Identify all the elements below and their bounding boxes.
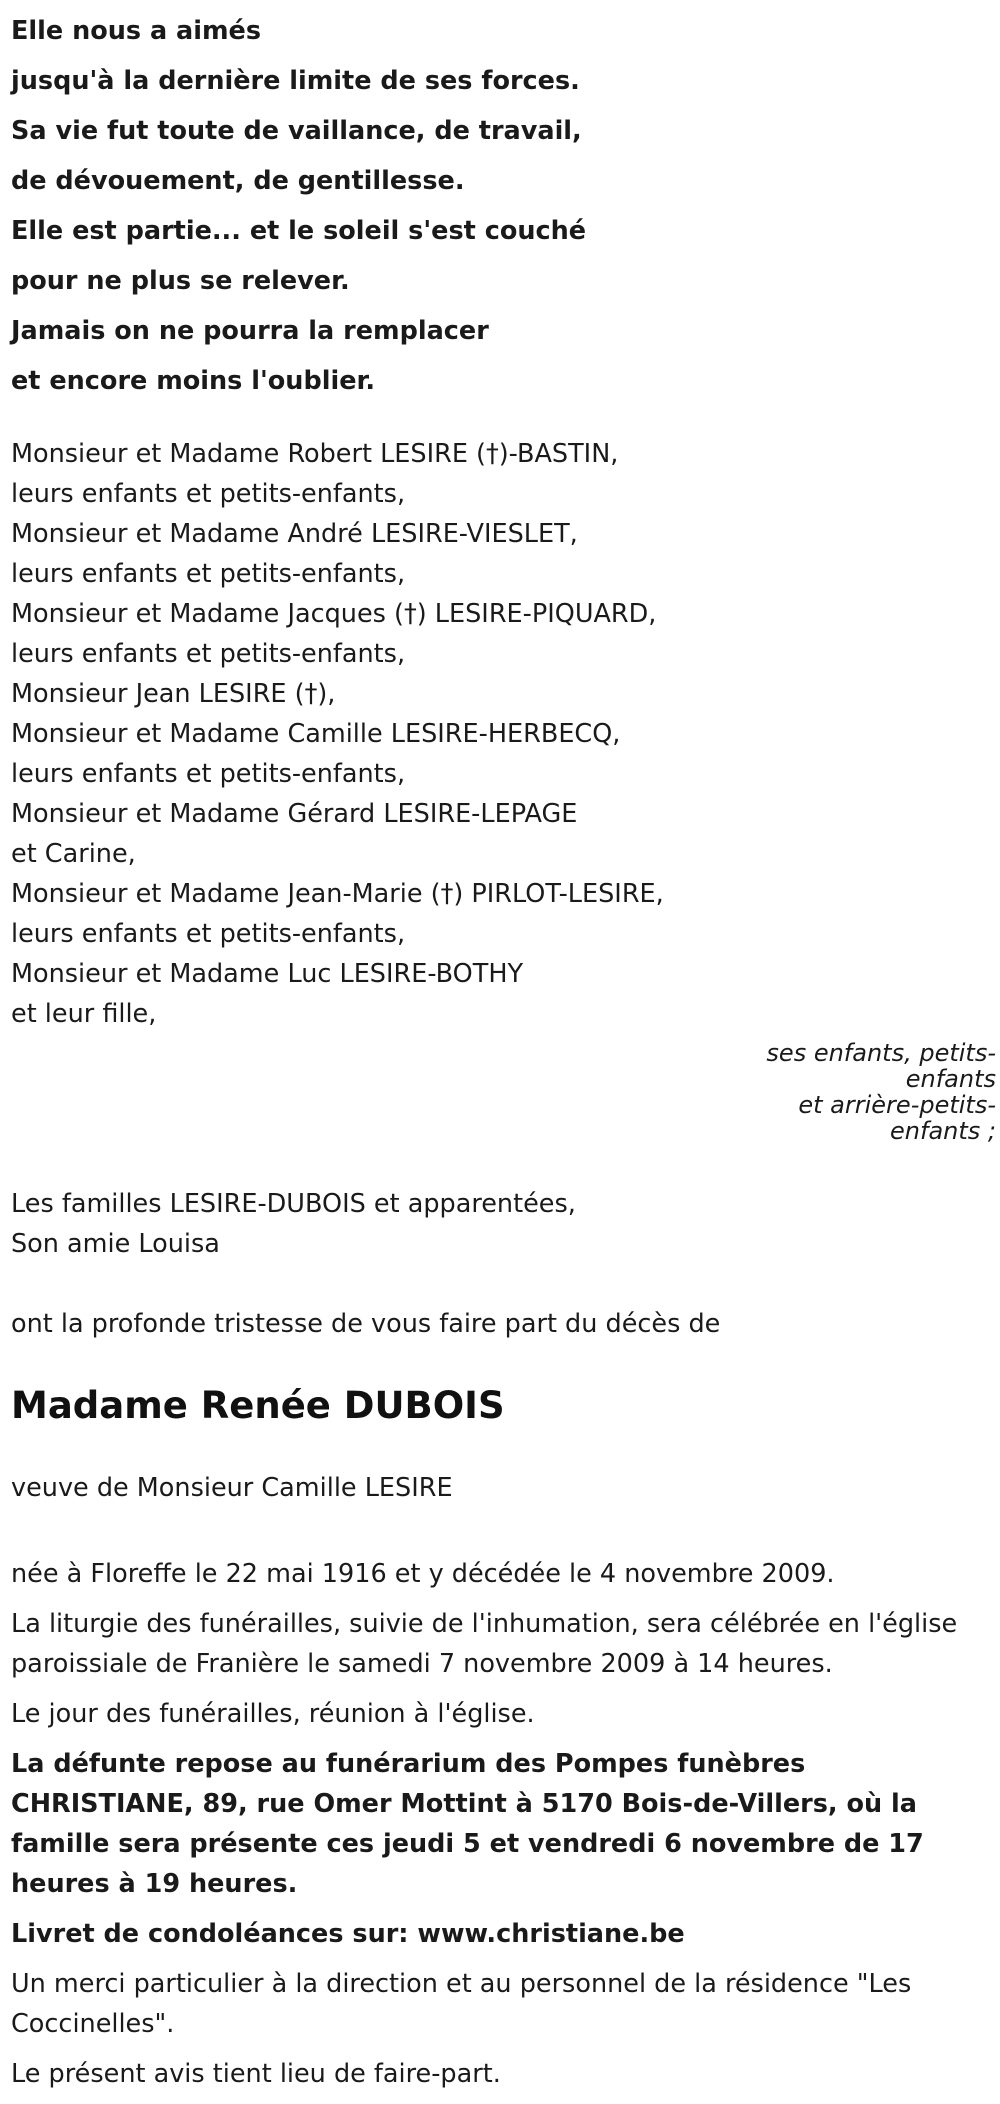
poem-line: jusqu'à la dernière limite de ses forces. (11, 66, 580, 96)
deceased-name: Madame Renée DUBOIS (11, 1384, 505, 1427)
poem-line: Elle est partie... et le soleil s'est couché (11, 216, 587, 246)
closing-line: enfants ; (890, 1117, 996, 1145)
family-line: et leur fille, (11, 999, 157, 1029)
family-list (11, 434, 991, 1034)
poem-line: de dévouement, de gentillesse. (11, 166, 465, 196)
family-line: Monsieur et Madame Jean-Marie (†) PIRLOT-LESIRE, (11, 879, 664, 909)
birth-death-info: née à Floreffe le 22 mai 1916 et y décédée le 4 novembre 2009. (11, 1559, 835, 1589)
mourner-line: Les familles LESIRE-DUBOIS et apparentées, (11, 1189, 576, 1219)
family-line: leurs enfants et petits-enfants, (11, 639, 406, 669)
family-line: leurs enfants et petits-enfants, (11, 919, 406, 949)
closing-line: ses enfants, petits- (766, 1039, 996, 1067)
poem-line: et encore moins l'oublier. (11, 366, 376, 396)
family-line: leurs enfants et petits-enfants, (11, 759, 406, 789)
other-mourners (11, 1184, 991, 1264)
family-line: Monsieur et Madame Jacques (†) LESIRE-PIQUARD, (11, 599, 657, 629)
notice-note: Le présent avis tient lieu de faire-part. (11, 2059, 501, 2089)
funerarium-info: La défunte repose au funérarium des Pompes funèbres CHRISTIANE, 89, rue Omer Mottint à 5170 Bois-de-Villers, où la famille sera présente ces jeudi 5 et vendredi 6 novembre de 17 heures à 19 heures. (11, 1749, 924, 1899)
poem-line: Elle nous a aimés (11, 16, 262, 46)
poem-line: Jamais on ne pourra la remplacer (11, 316, 489, 346)
family-line: Monsieur et Madame André LESIRE-VIESLET, (11, 519, 578, 549)
poem-line: pour ne plus se relever. (11, 266, 350, 296)
obituary-notice (11, 0, 996, 2104)
family-line: Monsieur et Madame Camille LESIRE-HERBECQ, (11, 719, 621, 749)
family-line: Monsieur Jean LESIRE (†), (11, 679, 336, 709)
liturgy-info: La liturgie des funérailles, suivie de l'inhumation, sera célébrée en l'église paroissiale de Franière le samedi 7 novembre 2009 à 14 heures. (11, 1609, 958, 1679)
condolences-link: Livret de condoléances sur: www.christiane.be (11, 1919, 685, 1949)
family-line: Monsieur et Madame Robert LESIRE (†)-BASTIN, (11, 439, 619, 469)
family-line: leurs enfants et petits-enfants, (11, 559, 406, 589)
family-line: leurs enfants et petits-enfants, (11, 479, 406, 509)
closing-line: et arrière-petits- (798, 1091, 996, 1119)
poem (11, 0, 991, 406)
thanks-note: Un merci particulier à la direction et au personnel de la résidence "Les Coccinelles". (11, 1969, 912, 2039)
announcement-intro: ont la profonde tristesse de vous faire part du décès de (11, 1309, 721, 1339)
descendants-closing (11, 1040, 996, 1144)
family-line: Monsieur et Madame Gérard LESIRE-LEPAGE (11, 799, 578, 829)
mourner-line: Son amie Louisa (11, 1229, 220, 1259)
family-line: et Carine, (11, 839, 136, 869)
poem-line: Sa vie fut toute de vaillance, de travail, (11, 116, 582, 146)
widow-of: veuve de Monsieur Camille LESIRE (11, 1473, 453, 1503)
family-line: Monsieur et Madame Luc LESIRE-BOTHY (11, 959, 524, 989)
closing-line: enfants (905, 1065, 996, 1093)
meeting-info: Le jour des funérailles, réunion à l'église. (11, 1699, 535, 1729)
